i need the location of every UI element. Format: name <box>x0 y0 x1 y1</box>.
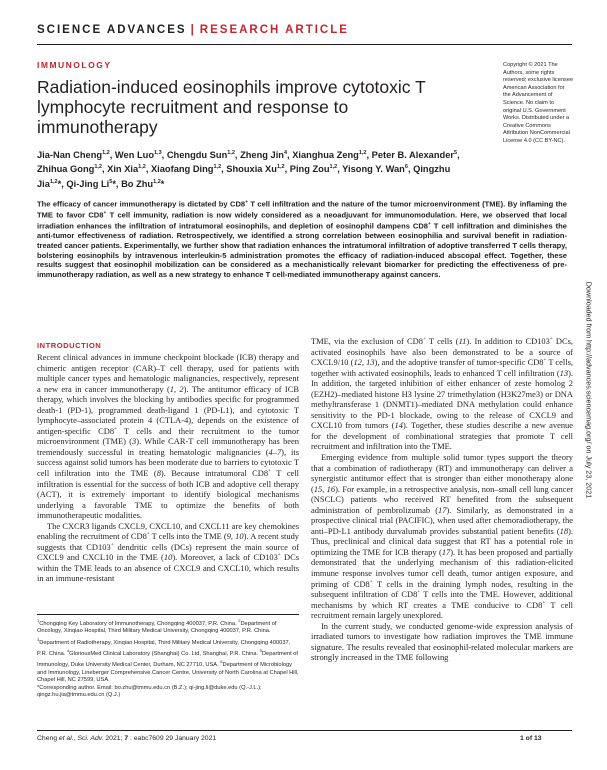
journal-name: SCIENCE ADVANCES <box>37 24 187 36</box>
download-note-text: Downloaded from http://advances.sciencemag.org/ on July 23, 2021 <box>584 281 594 499</box>
footer-citation: Cheng et al., Sci. Adv. 2021; 7 : eabc7609 29 January 2021 <box>37 735 217 742</box>
footer-rule <box>37 730 572 731</box>
paragraph: The CXCR3 ligands CXCL9, CXCL10, and CXCL11 are key chemokines enabling the recruitment of CD8+ T cells into the TME (9, 10). A recent study suggests that CD103+ dendritic cells (DCs) represent the main source of CXCL9 and CXCL10 in the TME (10). Moreover, a lack of CD103+ DCs within the TME leads to an absence of CXCL9 and CXCL10, which results in an immune-resistant <box>37 520 300 584</box>
footnote-rule <box>37 614 299 615</box>
download-note[interactable] <box>582 255 596 525</box>
header-rule <box>37 44 572 45</box>
header-separator: | <box>190 24 196 36</box>
body-column-left <box>37 352 299 584</box>
body-column-right <box>311 336 573 663</box>
abstract: The efficacy of cancer immunotherapy is dictated by CD8+ T cell infiltration and the nature of the tumor microenvironment (TME). By inflaming the TME to favor CD8+ T cell immunity, radiation is now widely considered as a neoadjuvant for immunomodulation. Here, we observed that local irradiation enhances the infiltration of intratumoral eosinophils, and depletion of eosinophil dampens CD8+ T cell infiltration and diminishes the anti-tumor effectiveness of radiation. Retrospectively, we identified a strong correlation between eosinophilia and survival benefit in radiation-treated cancer patients. Experimentally, we further show that radiation enhances the intratumoral infiltration of adoptive transferred T cells therapy, bolstering eosinophils by intravenous interleukin-5 administration promotes the efficacy of radiation-induced abscopal effect. Together, these results suggest that eosinophil mobilization can be considered as a mechanistically relevant biomarker for predicting the effectiveness of pre-immunotherapy radiation, as well as a new strategy to enhance T cell-mediated immunotherapy against cancers. <box>37 199 567 279</box>
paragraph: Recent clinical advances in immune checkpoint blockade (ICB) therapy and chimeric antigen receptor (CAR)–T cell therapy, used for patients with multiple cancer types and hematologic malignancies, respectively, represent a new era in cancer immunotherapy (1, 2). The antitumor efficacy of ICB therapy, which involves the blocking by antibodies specific for programmed death-1 (PD-1), programmed death-ligand 1 (PD-L1), and cytotoxic T lymphocyte–associated protein 4 (CTLA-4), depends on the existence of antigen-specific CD8+ T cells and their recruitment to the tumor microenvironment (TME) (3). While CAR-T cell immunotherapy has been tremendously successful in treating hematologic malignancies (4–7), its success against solid tumors has been moderate due to barriers to cytotoxic T cell infiltration into the TME (8). Because intratumoral CD8+ T cell infiltration is essential for the success of both ICB and adoptive cell therapy (ACT), it is extremely important to identify biological mechanisms underlying a favorable TME to optimize the benefits of both immunotherapeutic modalities. <box>37 352 299 521</box>
affiliations-footnotes: $^1$Chongqing Key Laboratory of Immunotherapy, Chongqing 400037, P.R. China. $^2$Department of Oncology, Xinqiao Hospital, Third Military Medical University, Chongqing 400037, P.R. China. $^3$Department of Radiotherapy, Xinqiao Hospital, Third Military Medical University, Chongqing 400037, P.R. China. $^4$GloriousMed Clinical Laboratory (Shanghai) Co. Ltd, Shanghai, P.R. China. $^5$Department of Immunology, Duke University Medical Center, Durham, NC 27710, USA. $^6$Department of Microbiology and Immunology, Lineberger Comprehensive Cancer Centre, University of North Carolina at Chapel Hill, Chapel Hill, NC 27599, USA. *Corresponding author. Email: bo.zhu@tmmu.edu.cn (B.Z.); qi-jing.li@duke.edu (Q.-J.L.); qingz.hu.jia@tmmu.edu.cn (Q.J.) <box>37 618 299 699</box>
page-number: 1 of 13 <box>520 735 542 742</box>
subject-category: IMMUNOLOGY <box>37 60 112 70</box>
author-list: Jia-Nan Cheng$^{1,2}$, Wen Luo$^{1,3}$, Chengdu Sun$^{1,2}$, Zheng Jin$^4$, Xianghua Zeng$^{1,2}$, Peter B. Alexander$^5$, Zhihua Gong$^{1,2}$, Xin Xia$^{1,2}$, Xiaofang Ding$^{1,2}$, Shouxia Xu$^{1,2}$, Ping Zou$^{1,2}$, Yisong Y. Wan$^6$, Qingzhu Jia$^{1,2}$*, Qi-Jing Li$^5$*, Bo Zhu$^{1,2}$* <box>37 150 460 189</box>
journal-header <box>37 24 349 36</box>
paragraph: Emerging evidence from multiple solid tumor types support the theory that a combination of radiotherapy (RT) and immunotherapy can deliver a synergistic antitumor effect that is stronger than either monotherapy alone (15, 16). For example, in a retrospective analysis, non–small cell lung cancer (NSCLC) patients who received RT benefited from the subsequent administration of pembrolizumab (17). Similarly, as demonstrated in a prospective clinical trial (PACIFIC), when used after chemoradiotherapy, the anti–PD-L1 antibody durvalumab provides substantial patient benefits (18). Thus, preclinical and clinical data suggest that RT has a potential role in optimizing the TME for ICB therapy (17). It has been proposed and partially demonstrated that the underlying mechanism of this radiation-elicited immune response involves tumor cell death, tumor antigen exposure, and priming of CD8+ T cells in the draining lymph nodes, resulting in the subsequent infiltration of CD8+ T cells into the TME. However, additional mechanisms by which RT creates a TME conducive to CD8+ T cell recruitment remain largely unexplored. <box>311 452 574 621</box>
section-heading-introduction: INTRODUCTION <box>37 341 102 350</box>
paragraph: In the current study, we conducted genome-wide expression analysis of irradiated tumors to investigate how radiation improves the TME immune signature. The results revealed that eosinophil-related molecular markers are strongly increased in the TME following <box>311 620 573 663</box>
copyright-notice: Copyright © 2021 The Authors, some rights reserved; exclusive licensee American Association for the Advancement of Science. No claim to original U.S. Government Works. Distributed under a Creative Commons Attribution NonCommercial License 4.0 (CC BY-NC). <box>503 62 573 144</box>
article-title: Radiation-induced eosinophils improve cytotoxic T lymphocyte recruitment and response to immunotherapy <box>37 77 426 137</box>
paragraph: TME, via the exclusion of CD8+ T cells (11). In addition to CD103+ DCs, activated eosinophils have also been demonstrated to be a source of CXCL9/10 (12, 13), and the adoptive transfer of tumor-specific CD8+ T cells, together with activated eosinophils, leads to enhanced T cell infiltration (13). In addition, the targeted inhibition of either enhancer of zeste homolog 2 (EZH2)–mediated histone H3 lysine 27 trimethylation (H3K27me3) or DNA methyltransferase 1 (DNMT1)–mediated DNA methylation could enhance sensitivity to the PD-1 blockade, owing to the release of CXCL9 and CXCL10 from tumors (14). Together, these studies describe a new avenue for the development of combinational strategies that promote T cell recruitment and infiltration into the TME. <box>311 336 574 452</box>
article-section: RESEARCH ARTICLE <box>199 24 349 36</box>
